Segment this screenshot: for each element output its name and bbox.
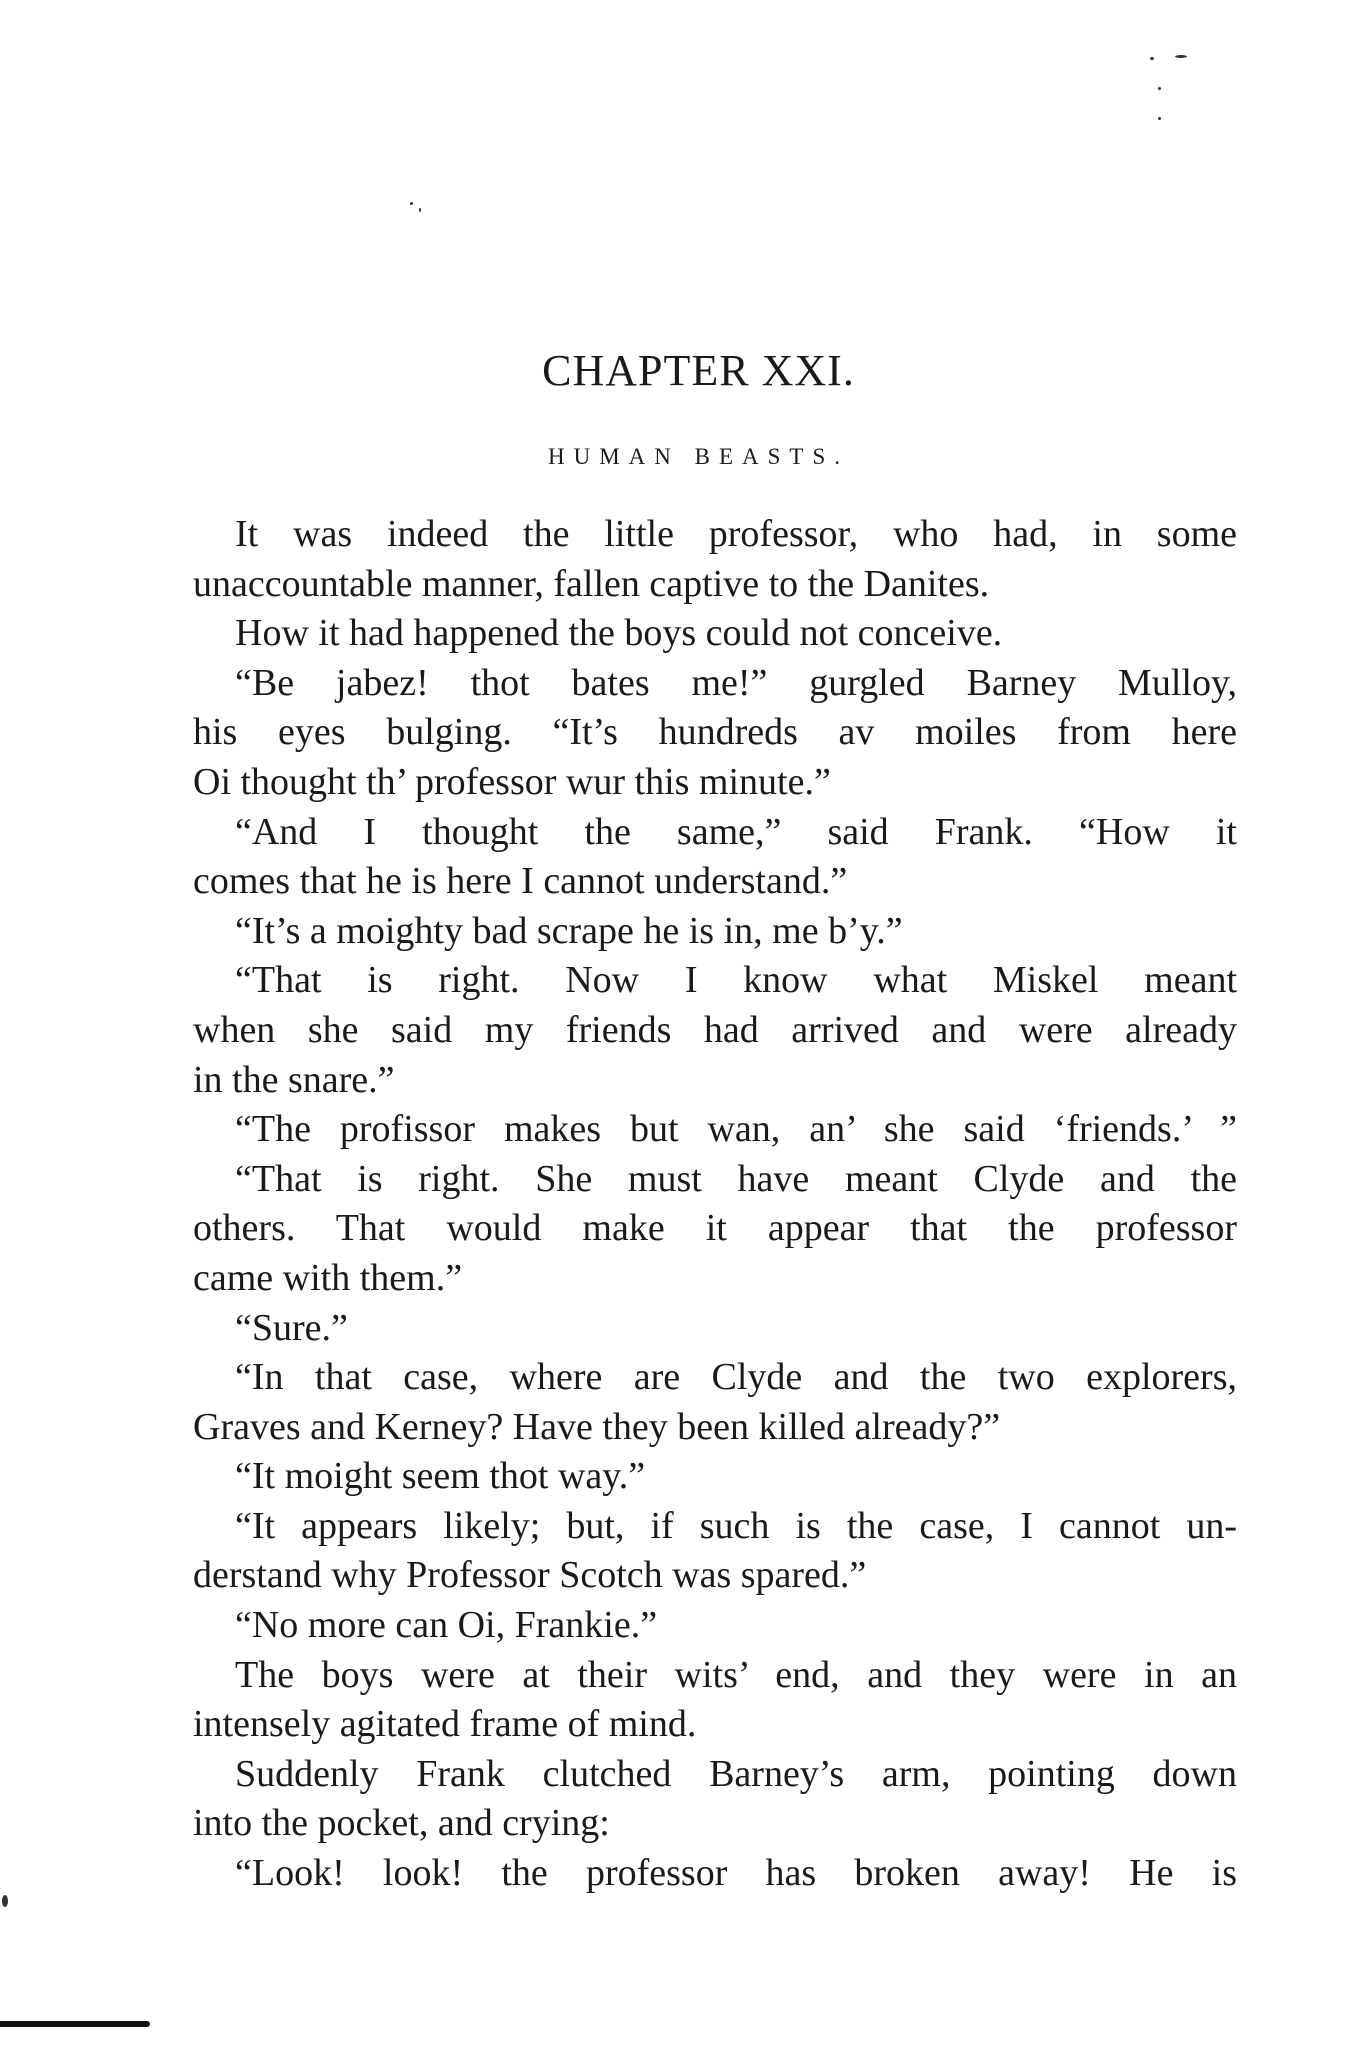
text-line: “Look! look! the professor has broken away! He is: [235, 1852, 1237, 1895]
scan-speck: [1175, 55, 1187, 58]
text-line: intensely agitated frame of mind.: [193, 1703, 697, 1746]
text-line: “It moight seem thot way.”: [235, 1455, 646, 1498]
scan-speck: [1150, 57, 1154, 60]
chapter-subtitle: HUMAN BEASTS.: [547, 444, 850, 469]
text-line: “That is right. She must have meant Clyde and the: [235, 1157, 1237, 1200]
text-line: “In that case, where are Clyde and the two explorers,: [235, 1356, 1237, 1399]
text-line: It was indeed the little professor, who had, in some: [235, 513, 1237, 555]
text-line: “That is right. Now I know what Miskel meant: [235, 959, 1237, 1002]
text-line: “Be jabez! thot bates me!” gurgled Barney Mulloy,: [235, 661, 1237, 704]
scan-speck: [2, 1895, 8, 1907]
text-line: comes that he is here I cannot understand.”: [193, 860, 848, 903]
scan-speck: [410, 202, 413, 205]
text-line: “Sure.”: [235, 1306, 348, 1349]
text-line: when she said my friends had arrived and were already: [193, 1008, 1237, 1051]
text-line: “It’s a moighty bad scrape he is in, me b’y.”: [235, 909, 903, 952]
text-line: “The profissor makes but wan, an’ she said ‘friends.’ ”: [235, 1108, 1237, 1151]
text-line: his eyes bulging. “It’s hundreds av moiles from here: [193, 711, 1237, 754]
page-edge-shadow: [0, 2021, 150, 2027]
text-line: in the snare.”: [193, 1058, 395, 1101]
text-line: How it had happened the boys could not conceive.: [235, 612, 1003, 655]
text-line: “And I thought the same,” said Frank. “How it: [235, 810, 1237, 853]
text-line: Graves and Kerney? Have they been killed already?”: [193, 1405, 1001, 1448]
text-line: The boys were at their wits’ end, and they were in an: [235, 1653, 1237, 1696]
text-line: into the pocket, and crying:: [193, 1802, 610, 1845]
text-line: “It appears likely; but, if such is the case, I cannot un-: [235, 1504, 1237, 1547]
scan-speck: [1158, 117, 1161, 120]
chapter-title: CHAPTER XXI.: [542, 346, 855, 395]
scan-speck: [419, 208, 421, 212]
chapter-body-text: [193, 510, 1237, 1899]
text-line: “No more can Oi, Frankie.”: [235, 1604, 658, 1647]
text-line: came with them.”: [193, 1256, 463, 1299]
text-line: Oi thought th’ professor wur this minute.”: [193, 760, 831, 803]
text-line: unaccountable manner, fallen captive to the Danites.: [193, 562, 990, 605]
text-line: others. That would make it appear that the professor: [193, 1207, 1237, 1250]
scan-speck: [1158, 87, 1161, 90]
text-line: derstand why Professor Scotch was spared.”: [193, 1554, 867, 1597]
text-line: Suddenly Frank clutched Barney’s arm, pointing down: [235, 1752, 1237, 1795]
